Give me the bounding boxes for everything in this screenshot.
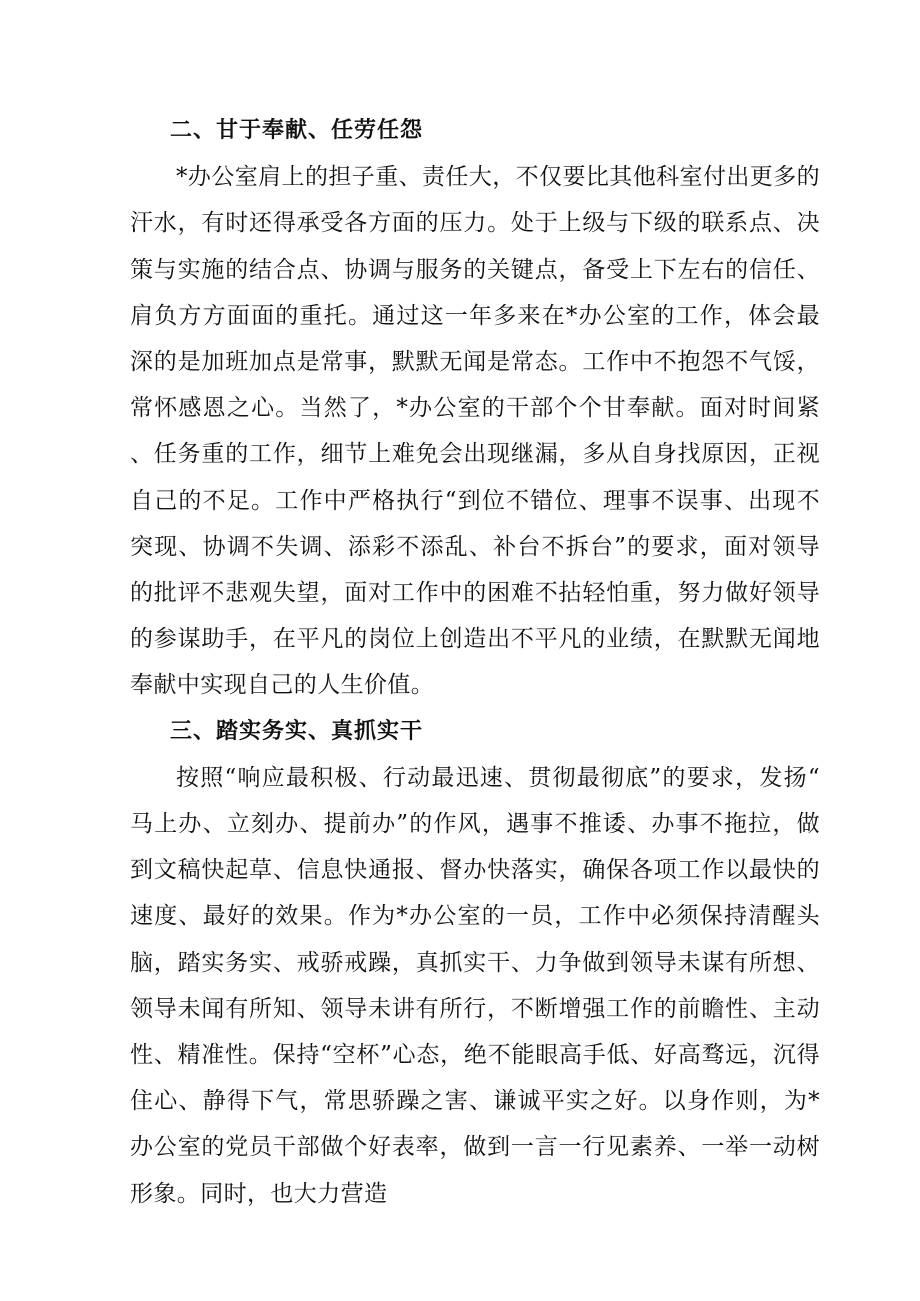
section-heading-2: 二、甘于奉献、任劳任怨: [170, 118, 424, 143]
section-heading-3: 三、踏实务实、真抓实干: [170, 718, 424, 744]
document-content: [130, 108, 820, 1217]
section-body-2: *办公室肩上的担子重、责任大，不仅要比其他科室付出更多的汗水，有时还得承受各方面的压力。处于上级与下级的联系点、决策与实施的结合点、协调与服务的关键点，备受上下左右的信任、肩负方方面面的重托。通过这一年多来在*办公室的工作，体会最深的是加班加点是常事，默默无闻是常态。工作中不抱怨不气馁，常怀感恩之心。当然了，*办公室的干部个个甘奉献。面对时间紧、任务重的工作，细节上难免会出现继漏，多从自身找原因，正视自己的不足。工作中严格执行“到位不错位、理事不误事、出现不突现、协调不失调、添彩不添乱、补台不拆台”的要求，面对领导的批评不悲观失望，面对工作中的困难不拈轻怕重，努力做好领导的参谋助手，在平凡的岗位上创造出不平凡的业绩，在默默无闻地奉献中实现自己的人生价值。: [130, 164, 820, 699]
section-body-3: 按照“响应最积极、行动最迅速、贯彻最彻底”的要求，发扬“马上办、立刻办、提前办”的作风，遇事不推诿、办事不拖拉，做到文稿快起草、信息快通报、督办快落实，确保各项工作以最快的速度、最好的效果。作为*办公室的一员，工作中必须保持清醒头脑，踏实务实、戒骄戒躁，真抓实干、力争做到领导未谋有所想、领导未闻有所知、领导未讲有所行，不断增强工作的前瞻性、主动性、精准性。保持“空杯”心态，绝不能眼高手低、好高骛远，沉得住心、静得下气，常思骄躁之害、谦诚平实之好。以身作则，为*办公室的党员干部做个好表率，做到一言一行见素养、一举一动树形象。同时，也大力营造: [130, 764, 820, 1207]
